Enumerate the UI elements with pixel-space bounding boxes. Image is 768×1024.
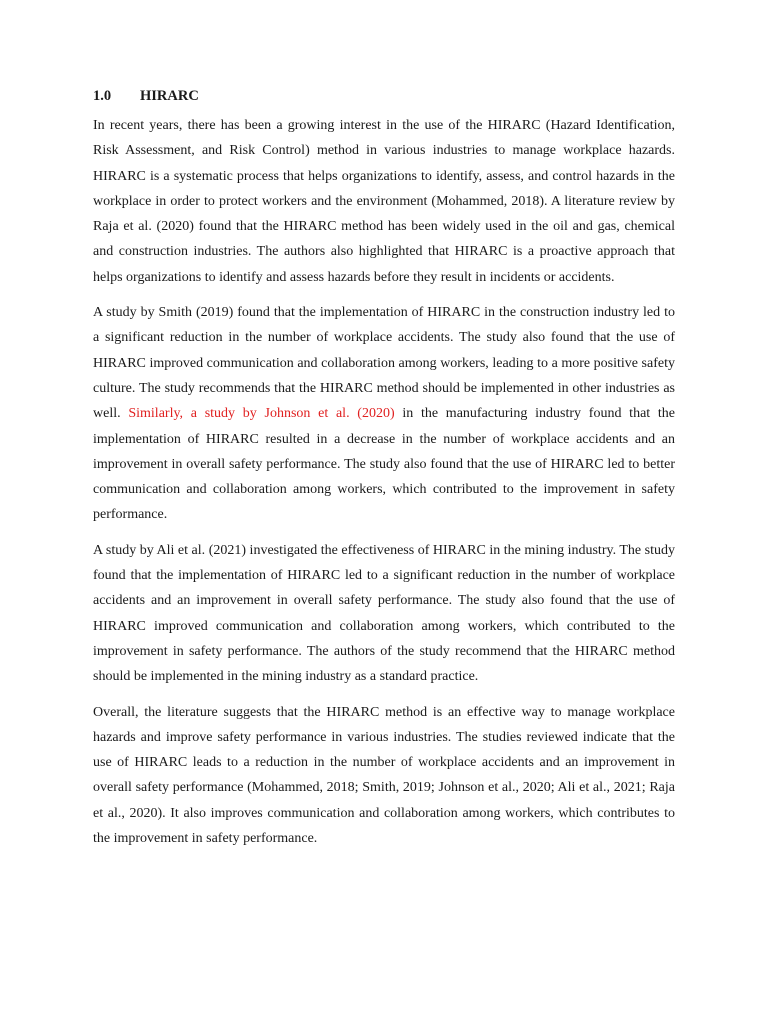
section-number: 1.0: [93, 88, 112, 104]
paragraph-text-after: in the manufacturing industry found that the implementation of HIRARC resulted in a decrease in the number of workplace accidents and an improvement in overall safety performance. The study also found that the use of HIRARC led to better communication and collaboration among workers, which contributed to the improvement in safety performance.: [93, 406, 675, 523]
document-page: [93, 84, 675, 861]
paragraph-intro: In recent years, there has been a growing interest in the use of the HIRARC (Hazard Identification, Risk Assessment, and Risk Control) method in various industries to manage workplace hazards. HIRARC is a systematic process that helps organizations to identify, assess, and control hazards in the workplace in order to protect workers and the environment (Mohammed, 2018). A literature review by Raja et al. (2020) found that the HIRARC method has been widely used in the oil and gas, chemical and construction industries. The authors also highlighted that HIRARC is a proactive approach that helps organizations to identify and assess hazards before they result in incidents or accidents.: [93, 118, 675, 285]
paragraph-overall: Overall, the literature suggests that the HIRARC method is an effective way to manage workplace hazards and improve safety performance in various industries. The studies reviewed indicate that the use of HIRARC leads to a reduction in the number of workplace accidents and an improvement in overall safety performance (Mohammed, 2018; Smith, 2019; Johnson et al., 2020; Ali et al., 2021; Raja et al., 2020). It also improves communication and collaboration among workers, which contributes to the improvement in safety performance.: [93, 704, 675, 847]
paragraph-ali: A study by Ali et al. (2021) investigated the effectiveness of HIRARC in the mining industry. The study found that the implementation of HIRARC led to a significant reduction in the number of workplace accidents and an improvement in overall safety performance. The study also found that the use of HIRARC improved communication and collaboration among workers, which contributed to the improvement in safety performance. The authors of the study recommend that the HIRARC method should be implemented in the mining industry as a standard practice.: [93, 542, 675, 685]
section-title: HIRARC: [140, 88, 199, 104]
paragraph-smith-johnson: [93, 300, 675, 528]
paragraph-text-before: A study by Smith (2019) found that the implementation of HIRARC in the construction industry led to a significant reduction in the number of workplace accidents. The study also found that the use of HIRARC improved communication and collaboration among workers, leading to a more positive safety culture. The study recommends that the HIRARC method should be implemented in other industries as well.: [93, 305, 675, 422]
section-heading: [93, 84, 675, 109]
highlighted-citation: Similarly, a study by Johnson et al. (2020): [128, 406, 395, 422]
